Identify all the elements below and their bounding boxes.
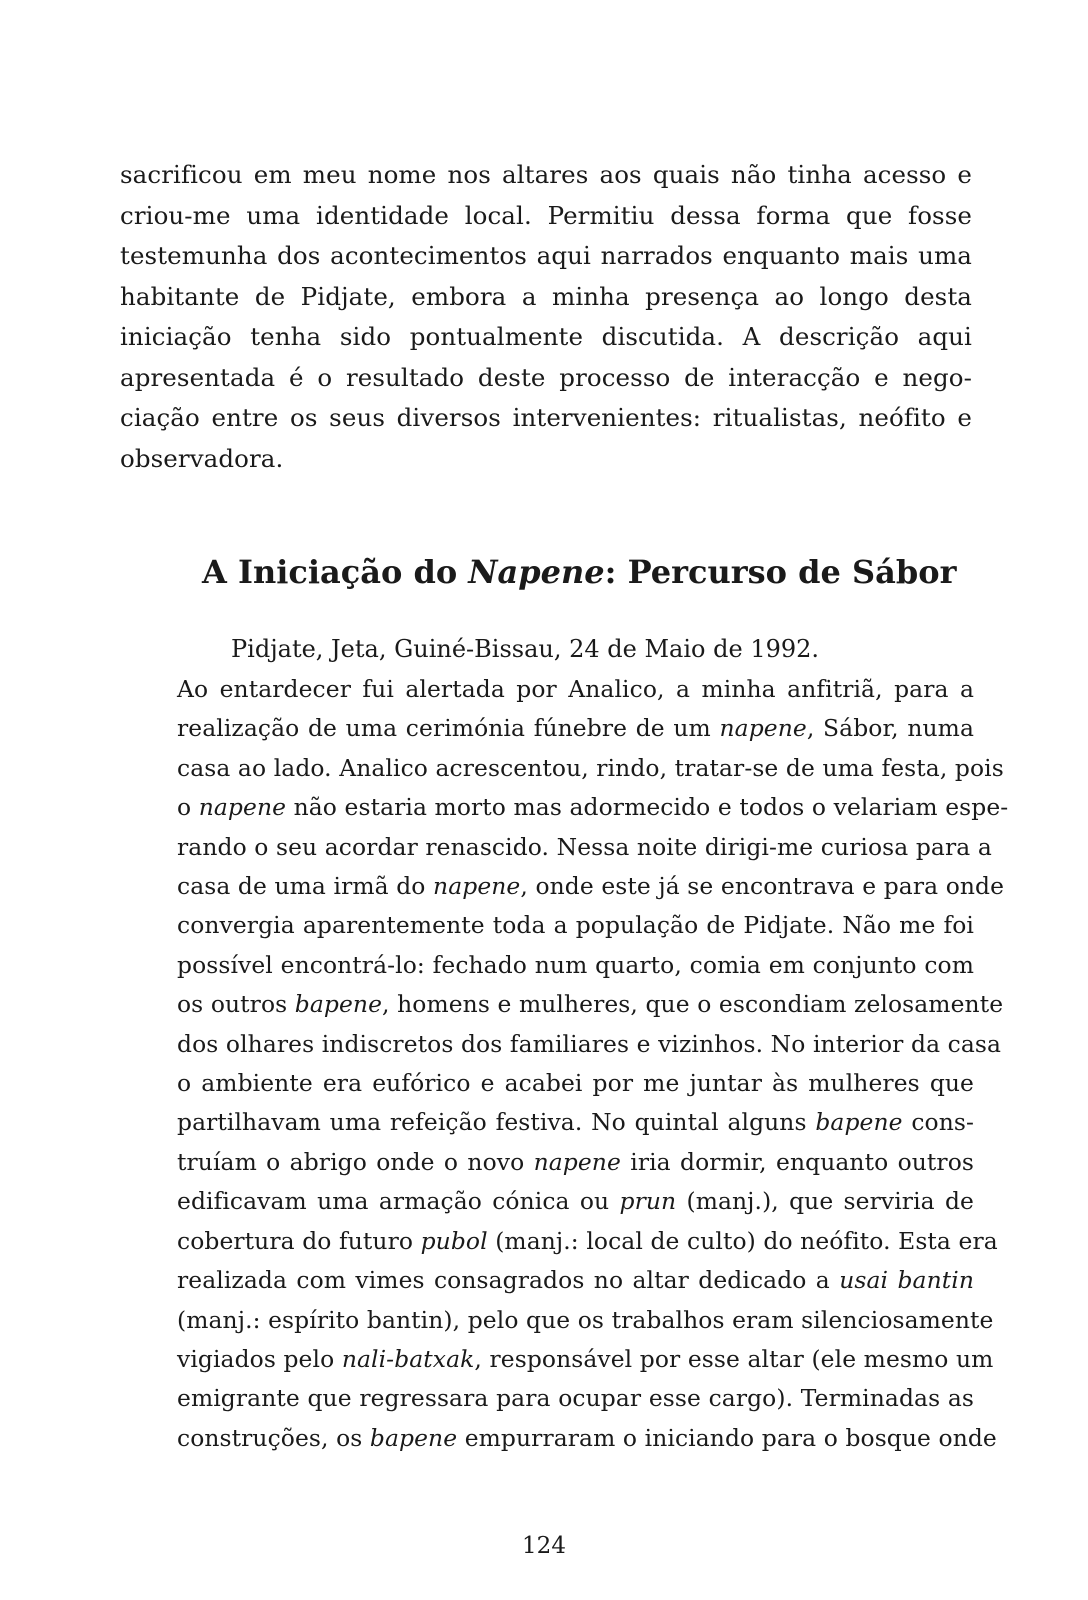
text-line (177, 828, 992, 867)
text-line (177, 1261, 974, 1300)
text-line: sacrificou em meu nome nos altares aos quais não tinha acesso e (120, 160, 972, 189)
text-run: o ambiente era eufórico e acabei por me juntar às mulheres que (177, 1069, 974, 1098)
text-run: (manj.: local de culto) do neófito. Esta era (487, 1226, 998, 1255)
italic-term: napene (719, 714, 807, 743)
italic-term: bapene (294, 990, 383, 1019)
text-run: dos olhares indiscretos dos familiares e vizinhos. No interior da casa (177, 1029, 1002, 1058)
text-run: cons- (902, 1108, 974, 1137)
text-line (177, 1143, 974, 1182)
text-line (177, 946, 974, 985)
text-line (177, 1182, 974, 1221)
text-run: , Sábor, numa (806, 714, 975, 743)
text-line (177, 1379, 974, 1418)
text-run: Ao entardecer fui alertada por Analico, a minha anfitriã, para a (177, 675, 974, 703)
text-line (177, 1301, 994, 1340)
italic-term: bapene (369, 1423, 458, 1452)
text-line: habitante de Pidjate, embora a minha presença ao longo desta (120, 281, 972, 311)
text-line (177, 749, 1004, 788)
body-paragraph (177, 670, 1009, 1458)
text-line (177, 788, 1009, 827)
text-run: casa de uma irmã do (177, 872, 434, 901)
text-run: cobertura do futuro (177, 1226, 421, 1255)
text-line (177, 1340, 994, 1379)
text-line (177, 985, 1004, 1024)
text-line (177, 1222, 998, 1261)
italic-term: bapene (815, 1108, 903, 1137)
text-line (177, 867, 1005, 906)
italic-term: napene (433, 872, 521, 901)
italic-term: pubol (420, 1226, 488, 1255)
italic-term: napene (198, 793, 287, 822)
text-line (177, 1064, 974, 1103)
section-heading (202, 548, 957, 596)
text-line: ciação entre os seus diversos intervenientes: ritualistas, neófito e (120, 403, 972, 432)
italic-term: nali-batxak (341, 1344, 475, 1373)
dateline: Pidjate, Jeta, Guiné-Bissau, 24 de Maio de 1992. (231, 635, 820, 663)
intro-paragraph (120, 155, 972, 479)
heading-italic-term: Napene (468, 553, 605, 591)
text-run: iria dormir, enquanto outros (620, 1147, 974, 1176)
italic-term: usai bantin (839, 1266, 974, 1295)
heading-prefix: A Iniciação do (202, 553, 469, 591)
text-run: partilhavam uma refeição festiva. No quintal alguns (177, 1108, 816, 1137)
text-run: vigiados pelo (177, 1344, 342, 1373)
text-run: o (177, 793, 199, 822)
text-run: construções, os (177, 1423, 370, 1452)
text-line: testemunha dos acontecimentos aqui narrados enquanto mais uma (120, 241, 972, 270)
text-run: realização de uma cerimónia fúnebre de um (177, 714, 720, 743)
text-line: observadora. (120, 443, 284, 473)
text-line: apresentada é o resultado deste processo de interacção e nego- (120, 362, 972, 392)
text-run: emigrante que regressara para ocupar esse cargo). Terminadas as (177, 1384, 974, 1413)
text-run: não estaria morto mas adormecido e todos o velariam espe- (286, 793, 1009, 822)
text-run: , onde este já se encontrava e para onde (520, 872, 1005, 901)
text-run: , homens e mulheres, que o escondiam zelosamente (382, 990, 1004, 1019)
heading-suffix: : Percurso de Sábor (604, 553, 957, 591)
text-run: empurraram o iniciando para o bosque onde (457, 1423, 997, 1452)
text-line (177, 1419, 997, 1458)
text-run: (manj.), que serviria de (676, 1187, 974, 1216)
text-run: edificavam uma armação cónica ou (177, 1187, 620, 1216)
page-number: 124 (522, 1533, 566, 1559)
text-run: casa ao lado. Analico acrescentou, rindo, tratar-se de uma festa, pois (177, 753, 1004, 782)
text-run: (manj.: espírito bantin), pelo que os trabalhos eram silenciosamente (177, 1305, 994, 1334)
text-line (177, 1103, 974, 1142)
text-run: rando o seu acordar renascido. Nessa noite dirigi-me curiosa para a (177, 832, 992, 861)
text-run: possível encontrá-lo: fechado num quarto, comia em conjunto com (177, 950, 974, 979)
text-run: , responsável por esse altar (ele mesmo um (474, 1344, 994, 1373)
text-line (177, 906, 974, 945)
italic-term: napene (533, 1147, 621, 1176)
text-line (177, 670, 974, 709)
italic-term: prun (619, 1187, 677, 1216)
text-line (177, 1025, 1002, 1064)
text-run: realizada com vimes consagrados no altar dedicado a (177, 1266, 840, 1295)
text-run: truíam o abrigo onde o novo (177, 1147, 534, 1176)
text-run: os outros (177, 990, 295, 1019)
text-line: iniciação tenha sido pontualmente discutida. A descrição aqui (120, 322, 972, 351)
text-run: convergia aparentemente toda a população de Pidjate. Não me foi (177, 911, 974, 940)
text-line (177, 709, 974, 748)
text-line: criou-me uma identidade local. Permitiu dessa forma que fosse (120, 200, 972, 230)
